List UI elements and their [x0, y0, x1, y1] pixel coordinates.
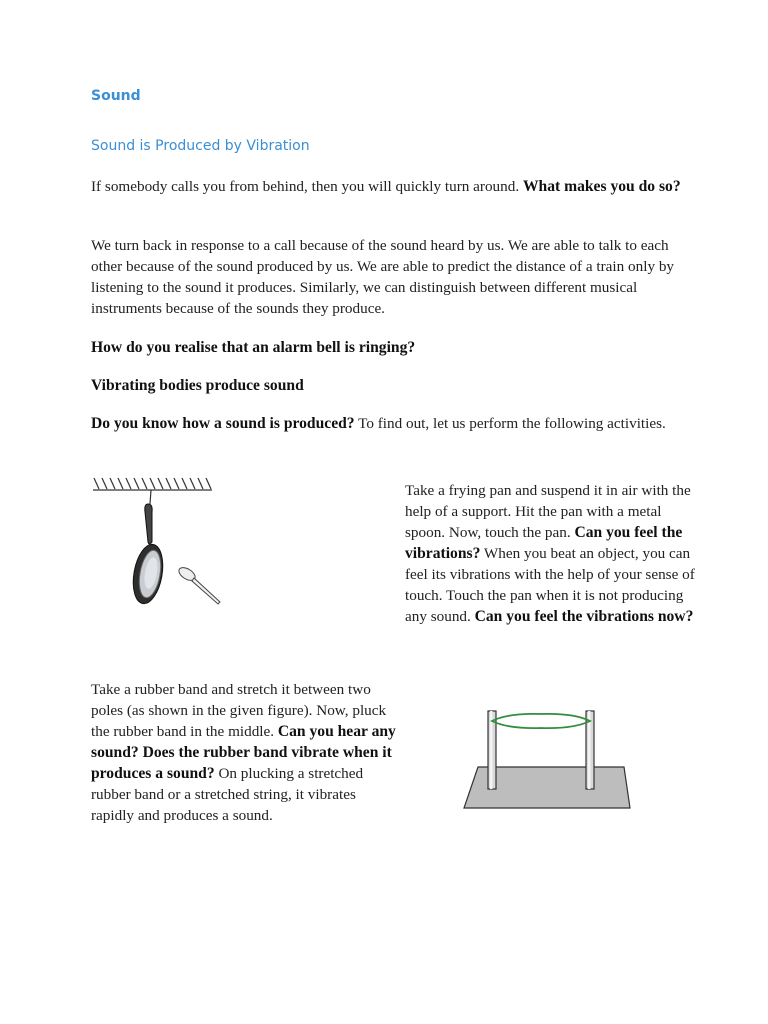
- intro-paragraph: [91, 176, 691, 197]
- activities-intro-paragraph: [91, 413, 691, 434]
- ceiling-support: [93, 478, 212, 490]
- pan-text-1: Take a frying pan and suspend it in air with the help of a support. Hit the pan with a metal spoon. Now, touch the pan.: [405, 482, 691, 541]
- frying-pan-figure: [90, 474, 230, 614]
- pan-question-1: Can you feel the vibrations?: [405, 524, 683, 562]
- band-text-1: Take a rubber band and stretch it between two poles (as shown in the given figure). Now, pluck the rubber band in the middle.: [91, 681, 387, 740]
- alarm-bell-question: How do you realise that an alarm bell is ringing?: [91, 339, 416, 356]
- band-question: Can you hear any sound? Does the rubber band vibrate when it produces a sound?: [91, 723, 396, 782]
- rubber-band-figure: [460, 705, 632, 813]
- rubber-band: [492, 714, 590, 728]
- activities-intro-text: To find out, let us perform the following activities.: [354, 415, 666, 432]
- pan-question-2: Can you feel the vibrations now?: [474, 608, 694, 625]
- spoon-icon: [177, 565, 220, 604]
- intro-question: What makes you do so?: [522, 178, 681, 195]
- vibrating-bodies-heading: Vibrating bodies produce sound: [91, 377, 304, 394]
- pan-handle: [145, 504, 152, 544]
- intro-text: If somebody calls you from behind, then you will quickly turn around.: [91, 178, 523, 195]
- section-subtitle: Sound is Produced by Vibration: [91, 138, 310, 154]
- pan-activity-paragraph: [405, 480, 695, 627]
- hanging-string: [150, 490, 151, 504]
- page-title: Sound: [91, 88, 141, 104]
- how-produced-question: Do you know how a sound is produced?: [91, 415, 355, 432]
- band-text-2: On plucking a stretched rubber band or a stretched string, it vibrates rapidly and produces a sound.: [91, 765, 364, 824]
- explanation-paragraph: We turn back in response to a call because of the sound heard by us. We are able to talk to each other because of the sound produced by us. We are able to predict the distance of a train only by listening to the sound it produces. Similarly, we can distinguish between different musical instruments because of the sounds they produce.: [91, 237, 675, 317]
- pan-text-2: When you beat an object, you can feel its vibrations with the help of your sense of touch. Touch the pan when it is not producing any sound.: [405, 545, 695, 625]
- band-activity-paragraph: [91, 679, 401, 826]
